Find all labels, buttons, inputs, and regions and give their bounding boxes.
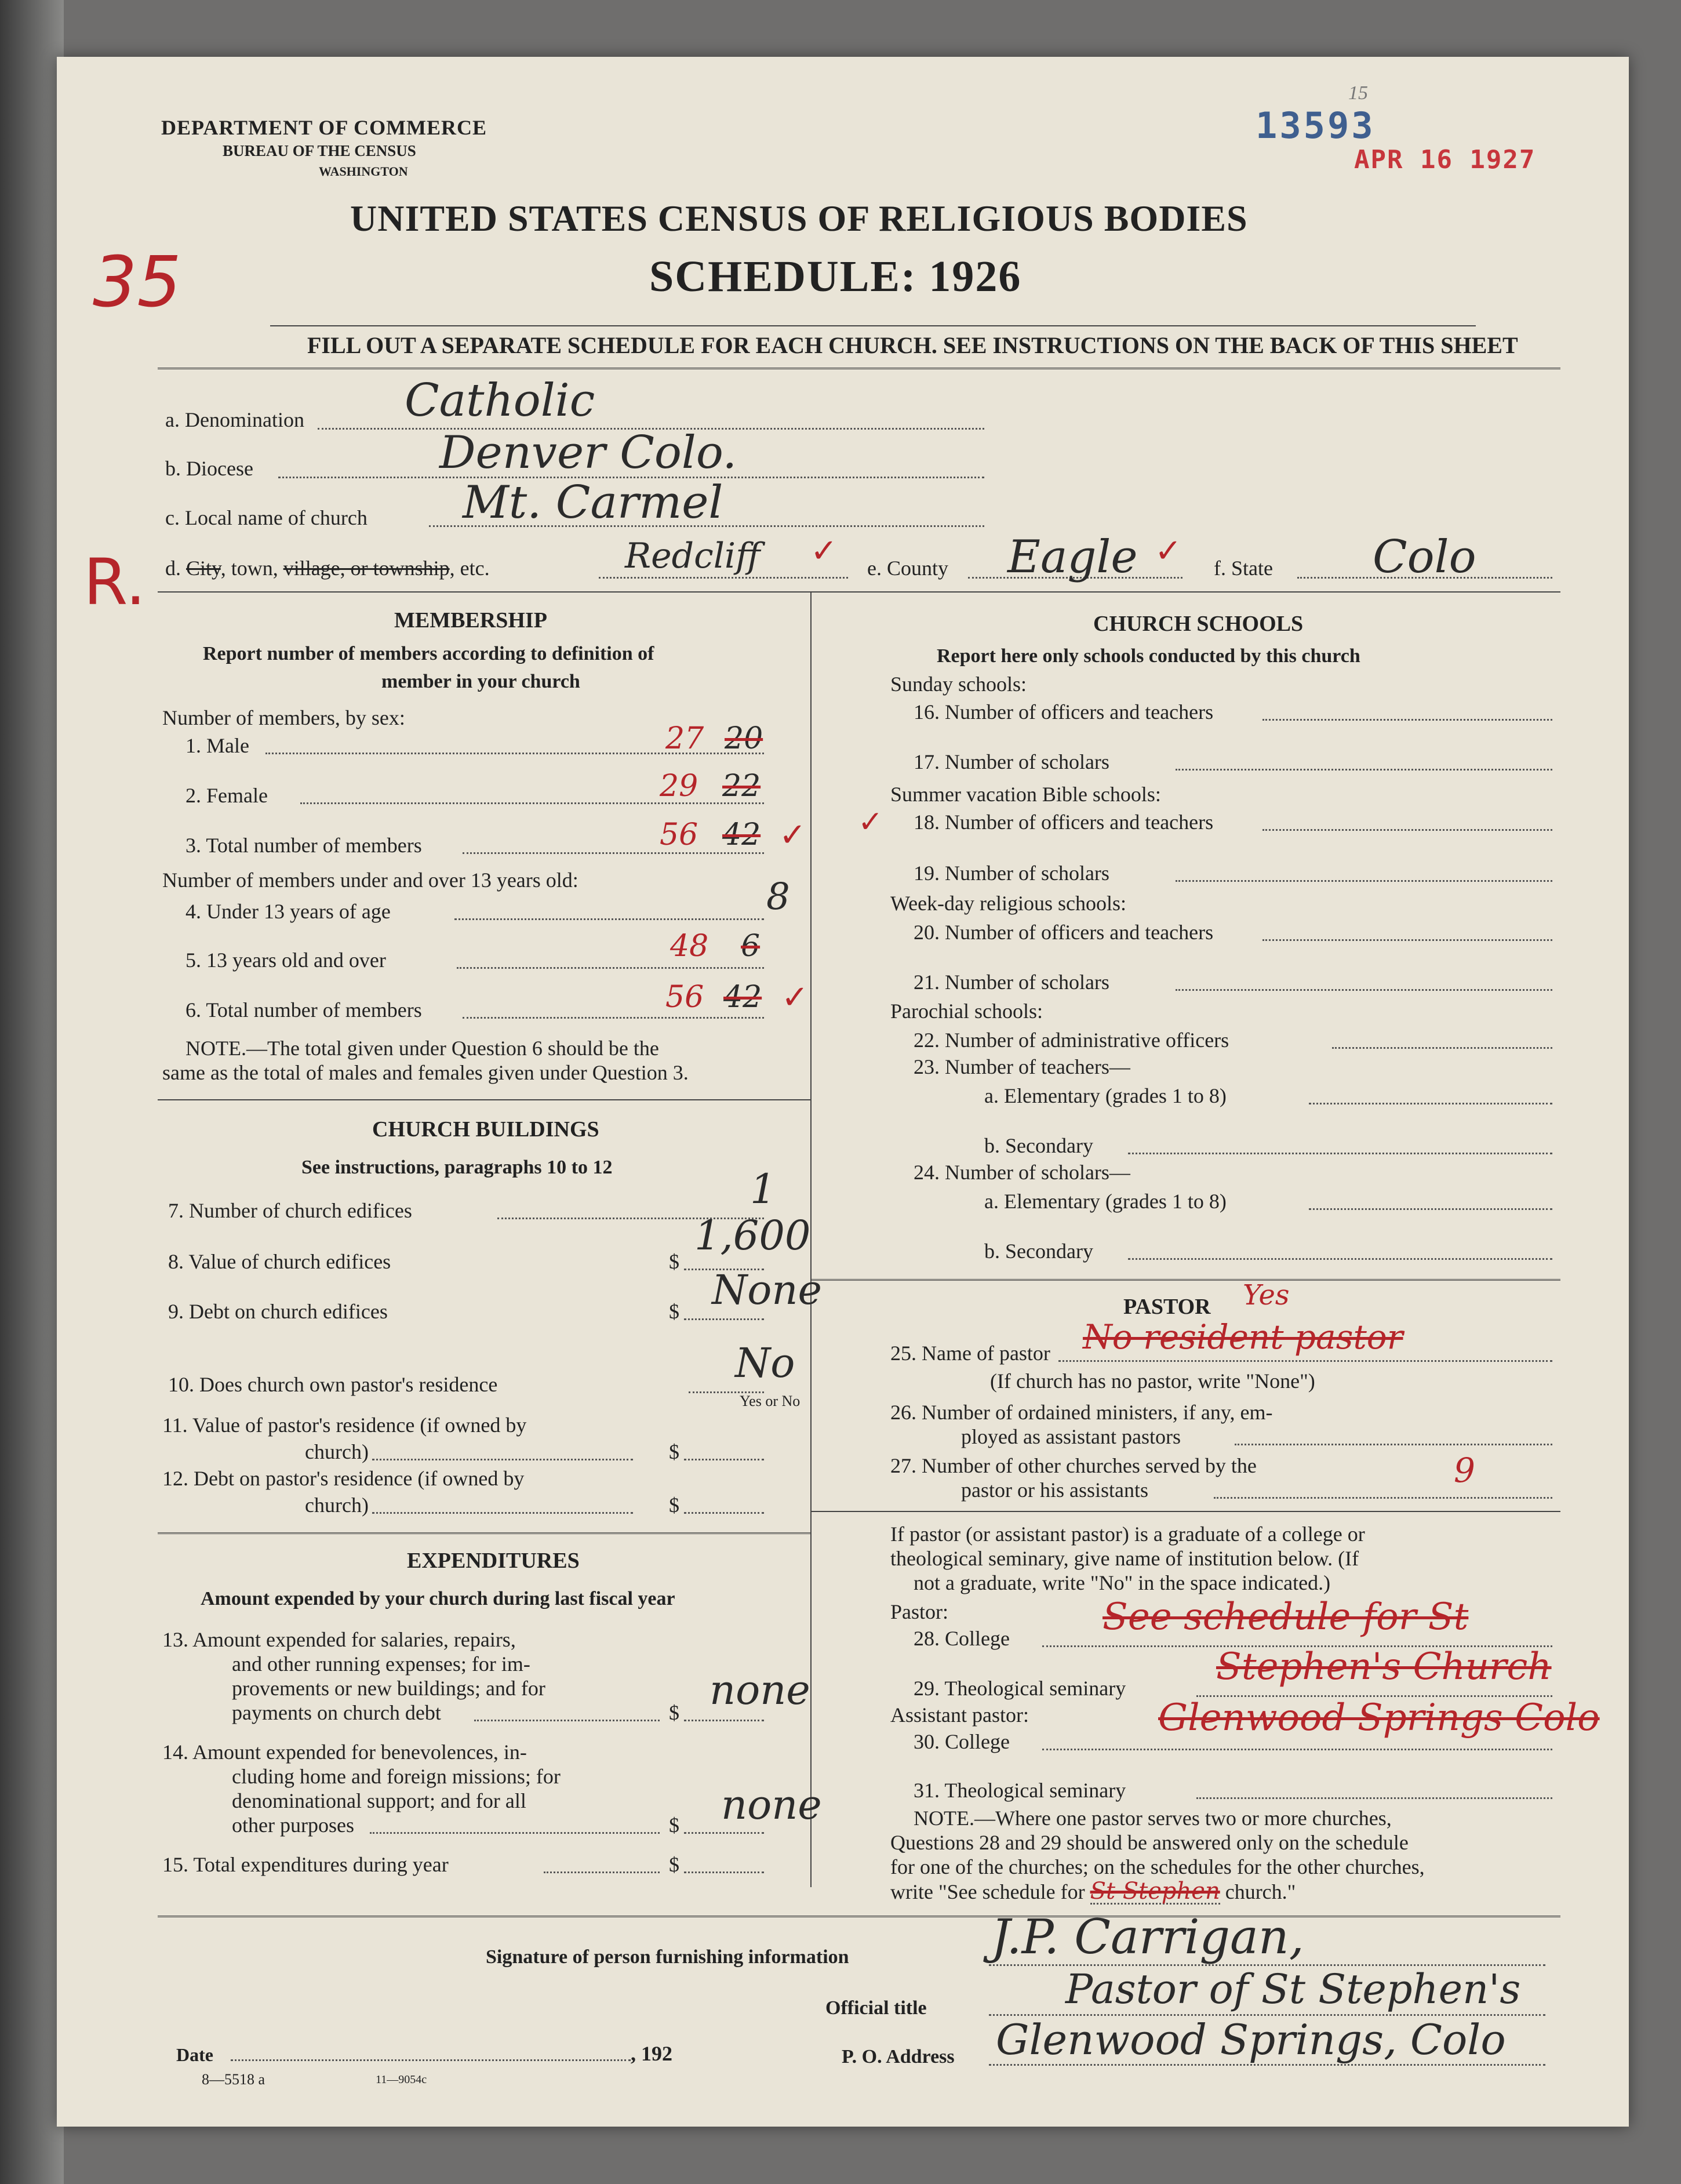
graduate-instruction: If pastor (or assistant pastor) is a graduate of a college or [890,1522,1365,1546]
q7-edifices-value[interactable]: 1 [750,1165,776,1213]
state-label: f. State [1214,557,1273,580]
vacation-schools-label: Summer vacation Bible schools: [890,783,1161,806]
state-value[interactable]: Colo [1373,531,1476,583]
city-crossed-word: City [186,557,221,580]
po-address-value[interactable]: Glenwood Springs, Colo [996,2015,1506,2064]
q28-value[interactable]: See schedule for St [1103,1596,1469,1638]
q28-label: 28. College [914,1627,1010,1650]
expenditures-heading: EXPENDITURES [407,1549,580,1573]
dollar-sign: $ [669,1300,679,1323]
members-by-sex-label: Number of members, by sex: [162,706,405,729]
q23a-line [1309,1103,1552,1104]
divider [158,591,1560,593]
q24b-line [1128,1258,1552,1260]
q25-label: 25. Name of pastor [890,1342,1050,1365]
check-mark: ✓ [781,979,809,1016]
divider [158,1532,810,1534]
q13-label-2: and other running expenses; for im- [232,1652,530,1676]
q21-label: 21. Number of scholars [914,971,1109,994]
membership-heading: MEMBERSHIP [394,608,547,633]
city-label: WASHINGTON [319,164,408,179]
pastor-note-4-start: write "See schedule for [890,1880,1085,1903]
divider [158,368,1560,369]
date-label: Date [176,2044,213,2065]
q13-value[interactable]: none [709,1666,810,1714]
q27-label: 27. Number of other churches served by the [890,1454,1257,1477]
parochial-schools-label: Parochial schools: [890,1000,1043,1023]
q25-hint: (If church has no pastor, write "None") [990,1369,1315,1393]
check-mark: ✓ [1155,532,1182,570]
q30-line [1042,1749,1552,1750]
pastor-note-2: Questions 28 and 29 should be answered only on the schedule [890,1831,1409,1854]
q14-value[interactable]: none [721,1781,822,1829]
q13-dots [474,1720,660,1721]
q26-line [1235,1444,1552,1445]
membership-subheading: Report number of members according to definition of [203,643,654,664]
pastor-note-4-end: church." [1225,1880,1296,1903]
q12-label: 12. Debt on pastor's residence (if owned by [162,1467,525,1490]
q25-new-value[interactable]: Yes [1243,1279,1290,1311]
q9-debt-value[interactable]: None [712,1266,822,1314]
q11-dots [372,1459,633,1460]
q9-debt-label: 9. Debt on church edifices [168,1300,388,1323]
print-number: 11—9054c [376,2073,427,2086]
q27-label-2: pastor or his assistants [961,1478,1148,1502]
q26-label-2: ployed as assistant pastors [961,1425,1181,1448]
q17-line [1176,769,1552,771]
yes-or-no-hint: Yes or No [740,1393,801,1409]
q5-13over-label: 5. 13 years old and over [185,949,386,972]
po-address-line [989,2064,1545,2066]
q6-line [463,1017,764,1019]
city-town-end: , etc. [449,557,490,580]
denomination-value[interactable]: Catholic [405,375,595,427]
q1-male-new-value[interactable]: 27 [665,721,704,756]
diocese-value[interactable]: Denver Colo. [439,427,737,479]
q15-label: 15. Total expenditures during year [162,1853,449,1876]
q9-line [684,1318,764,1320]
signature-value[interactable]: J.P. Carrigan, [991,1910,1304,1965]
divider [158,1099,810,1100]
q24a-line [1309,1208,1552,1210]
separate-schedule-instruction: FILL OUT A SEPARATE SCHEDULE FOR EACH CHURCH. SEE INSTRUCTIONS ON THE BACK OF THIS SHEET [307,332,1518,358]
divider [810,1511,1560,1512]
check-mark: ✓ [858,805,883,840]
check-mark: ✓ [779,816,806,854]
q26-label: 26. Number of ordained ministers, if any, em- [890,1401,1273,1424]
q5-13over-old-value: 6 [741,929,761,964]
q31-line [1196,1797,1552,1799]
schools-heading: CHURCH SCHOOLS [1093,612,1304,636]
q2-female-new-value[interactable]: 29 [660,769,698,804]
q11-label-2: church) [305,1440,369,1463]
form-title: UNITED STATES CENSUS OF RELIGIOUS BODIES [350,198,1248,239]
q11-line [684,1459,764,1460]
official-title-label: Official title [825,1997,927,2019]
q5-13over-new-value[interactable]: 48 [670,929,709,964]
q30-value[interactable]: Glenwood Springs Colo [1158,1696,1600,1739]
dollar-sign: $ [669,1440,679,1463]
membership-note: NOTE.—The total given under Question 6 should be the [185,1037,659,1060]
pastor-heading: PASTOR [1123,1295,1211,1319]
q7-edifices-label: 7. Number of church edifices [168,1199,412,1222]
q19-line [1176,880,1552,882]
membership-note-2: same as the total of males and females given under Question 3. [162,1061,689,1084]
form-number: 8—5518 a [202,2071,265,2088]
q16-line [1262,719,1552,721]
q6-total-new-value[interactable]: 56 [665,980,704,1015]
city-town-label [165,557,490,580]
q20-line [1262,939,1552,941]
pastor-sublabel: Pastor: [890,1600,949,1623]
members-age-label: Number of members under and over 13 years old: [162,868,578,892]
q23b-line [1128,1153,1552,1154]
q22-label: 22. Number of administrative officers [914,1029,1229,1052]
q29-value[interactable]: Stephen's Church [1216,1645,1552,1688]
assistant-pastor-sublabel: Assistant pastor: [890,1703,1029,1727]
q14-dots [370,1832,660,1834]
small-pencil-number: 15 [1348,82,1368,104]
q12-label-2: church) [305,1493,369,1517]
buildings-subheading: See instructions, paragraphs 10 to 12 [301,1157,613,1178]
q12-dots [372,1512,633,1514]
q17-label: 17. Number of scholars [914,750,1109,773]
q10-residence-value[interactable]: No [735,1339,795,1387]
q15-dots [544,1872,660,1873]
pastor-note: NOTE.—Where one pastor serves two or more churches, [914,1807,1392,1830]
q30-label: 30. College [914,1730,1010,1753]
q4-under13-value[interactable]: 8 [766,875,790,918]
q18-label: 18. Number of officers and teachers [914,811,1214,834]
q11-label: 11. Value of pastor's residence (if owned by [162,1413,527,1437]
q24a-label: a. Elementary (grades 1 to 8) [984,1190,1227,1213]
q13-label: 13. Amount expended for salaries, repairs, [162,1628,516,1651]
census-schedule-sheet [57,57,1629,2127]
q8-value-label: 8. Value of church edifices [168,1250,391,1273]
q27-value[interactable]: 9 [1454,1451,1475,1490]
margin-number: 35 [93,242,181,323]
pastor-note-4 [890,1880,1296,1905]
check-mark: ✓ [810,532,838,570]
church-name-label: c. Local name of church [165,506,368,529]
see-schedule-church-value[interactable]: St Stephen [1090,1878,1220,1905]
pastor-note-3: for one of the churches; on the schedules for the other churches, [890,1855,1425,1878]
received-date-stamp: APR 16 1927 [1354,145,1536,175]
graduate-instruction-3: not a graduate, write "No" in the space indicated.) [914,1571,1331,1594]
dollar-sign: $ [669,1250,679,1273]
city-town-prefix: d. [165,557,186,580]
q12-line [684,1512,764,1514]
q13-line [684,1720,764,1721]
dollar-sign: $ [669,1814,679,1837]
department-label: DEPARTMENT OF COMMERCE [161,116,487,139]
q23a-label: a. Elementary (grades 1 to 8) [984,1084,1227,1107]
q25-line [1058,1360,1552,1362]
q1-male-old-value: 20 [725,721,763,756]
po-address-label: P. O. Address [842,2046,955,2067]
county-value[interactable]: Eagle [1007,531,1138,583]
denomination-label: a. Denomination [165,408,304,431]
dollar-sign: $ [669,1853,679,1876]
graduate-instruction-2: theological seminary, give name of institution below. (If [890,1547,1359,1570]
q4-line [454,918,764,920]
q24b-label: b. Secondary [984,1240,1093,1263]
file-stamp-number: 13593 [1256,104,1376,147]
q6-total-label: 6. Total number of members [185,998,422,1022]
q13-label-3: provements or new buildings; and for [232,1677,545,1700]
schedule-year: SCHEDULE: 1926 [649,252,1022,301]
q27-line [1214,1497,1552,1499]
divider [270,325,1476,326]
bureau-label: BUREAU OF THE CENSUS [223,142,416,159]
q8-value-amount[interactable]: 1,600 [694,1212,811,1259]
q14-label: 14. Amount expended for benevolences, in- [162,1740,527,1764]
q15-line [684,1872,764,1873]
schools-subheading: Report here only schools conducted by this church [937,645,1360,667]
q1-male-label: 1. Male [185,734,249,757]
q3-total-label: 3. Total number of members [185,834,422,857]
q14-label-3: denominational support; and for all [232,1789,526,1812]
date-line [231,2059,631,2061]
q22-line [1332,1047,1552,1049]
membership-subheading-2: member in your church [381,671,580,692]
q20-label: 20. Number of officers and teachers [914,921,1214,944]
divider [810,1279,1560,1281]
q31-label: 31. Theological seminary [914,1779,1126,1802]
dollar-sign: $ [669,1493,679,1517]
q3-line [463,852,764,854]
q14-label-4: other purposes [232,1814,354,1837]
q5-line [457,967,764,969]
divider [158,1916,1560,1917]
church-name-value[interactable]: Mt. Carmel [463,477,723,529]
village-crossed-words: village, or township [283,557,450,580]
diocese-label: b. Diocese [165,457,253,480]
q18-line [1262,829,1552,831]
q6-total-old-value: 42 [723,980,762,1015]
q3-total-new-value[interactable]: 56 [660,817,698,852]
q2-female-old-value: 22 [722,769,761,804]
official-title-value[interactable]: Pastor of St Stephen's [1065,1965,1521,2013]
sunday-schools-label: Sunday schools: [890,673,1027,696]
buildings-heading: CHURCH BUILDINGS [372,1117,599,1142]
signature-label: Signature of person furnishing information [486,1946,849,1968]
dollar-sign: $ [669,1701,679,1724]
q23b-label: b. Secondary [984,1134,1093,1157]
city-town-mid: , town, [220,557,283,580]
q25-old-value: No resident pastor [1083,1317,1403,1357]
background-edge [0,0,64,2184]
weekday-schools-label: Week-day religious schools: [890,892,1127,915]
q10-residence-label: 10. Does church own pastor's residence [168,1373,498,1396]
q14-line [684,1832,764,1834]
q14-label-2: cluding home and foreign missions; for [232,1765,561,1788]
q3-total-old-value: 42 [722,817,761,852]
county-label: e. County [867,557,948,580]
q24-label: 24. Number of scholars— [914,1161,1130,1184]
q2-female-label: 2. Female [185,784,268,807]
expenditures-subheading: Amount expended by your church during last fiscal year [201,1588,675,1609]
q19-label: 19. Number of scholars [914,862,1109,885]
city-town-line [599,577,848,579]
q16-label: 16. Number of officers and teachers [914,700,1214,724]
city-town-value[interactable]: Redcliff [625,536,761,576]
date-year-suffix: , 192 [631,2042,672,2065]
q29-label: 29. Theological seminary [914,1677,1126,1700]
q4-under13-label: 4. Under 13 years of age [185,900,391,923]
q21-line [1176,989,1552,991]
margin-letter: R. [83,545,146,619]
q23-label: 23. Number of teachers— [914,1055,1130,1078]
q13-label-4: payments on church debt [232,1701,441,1724]
